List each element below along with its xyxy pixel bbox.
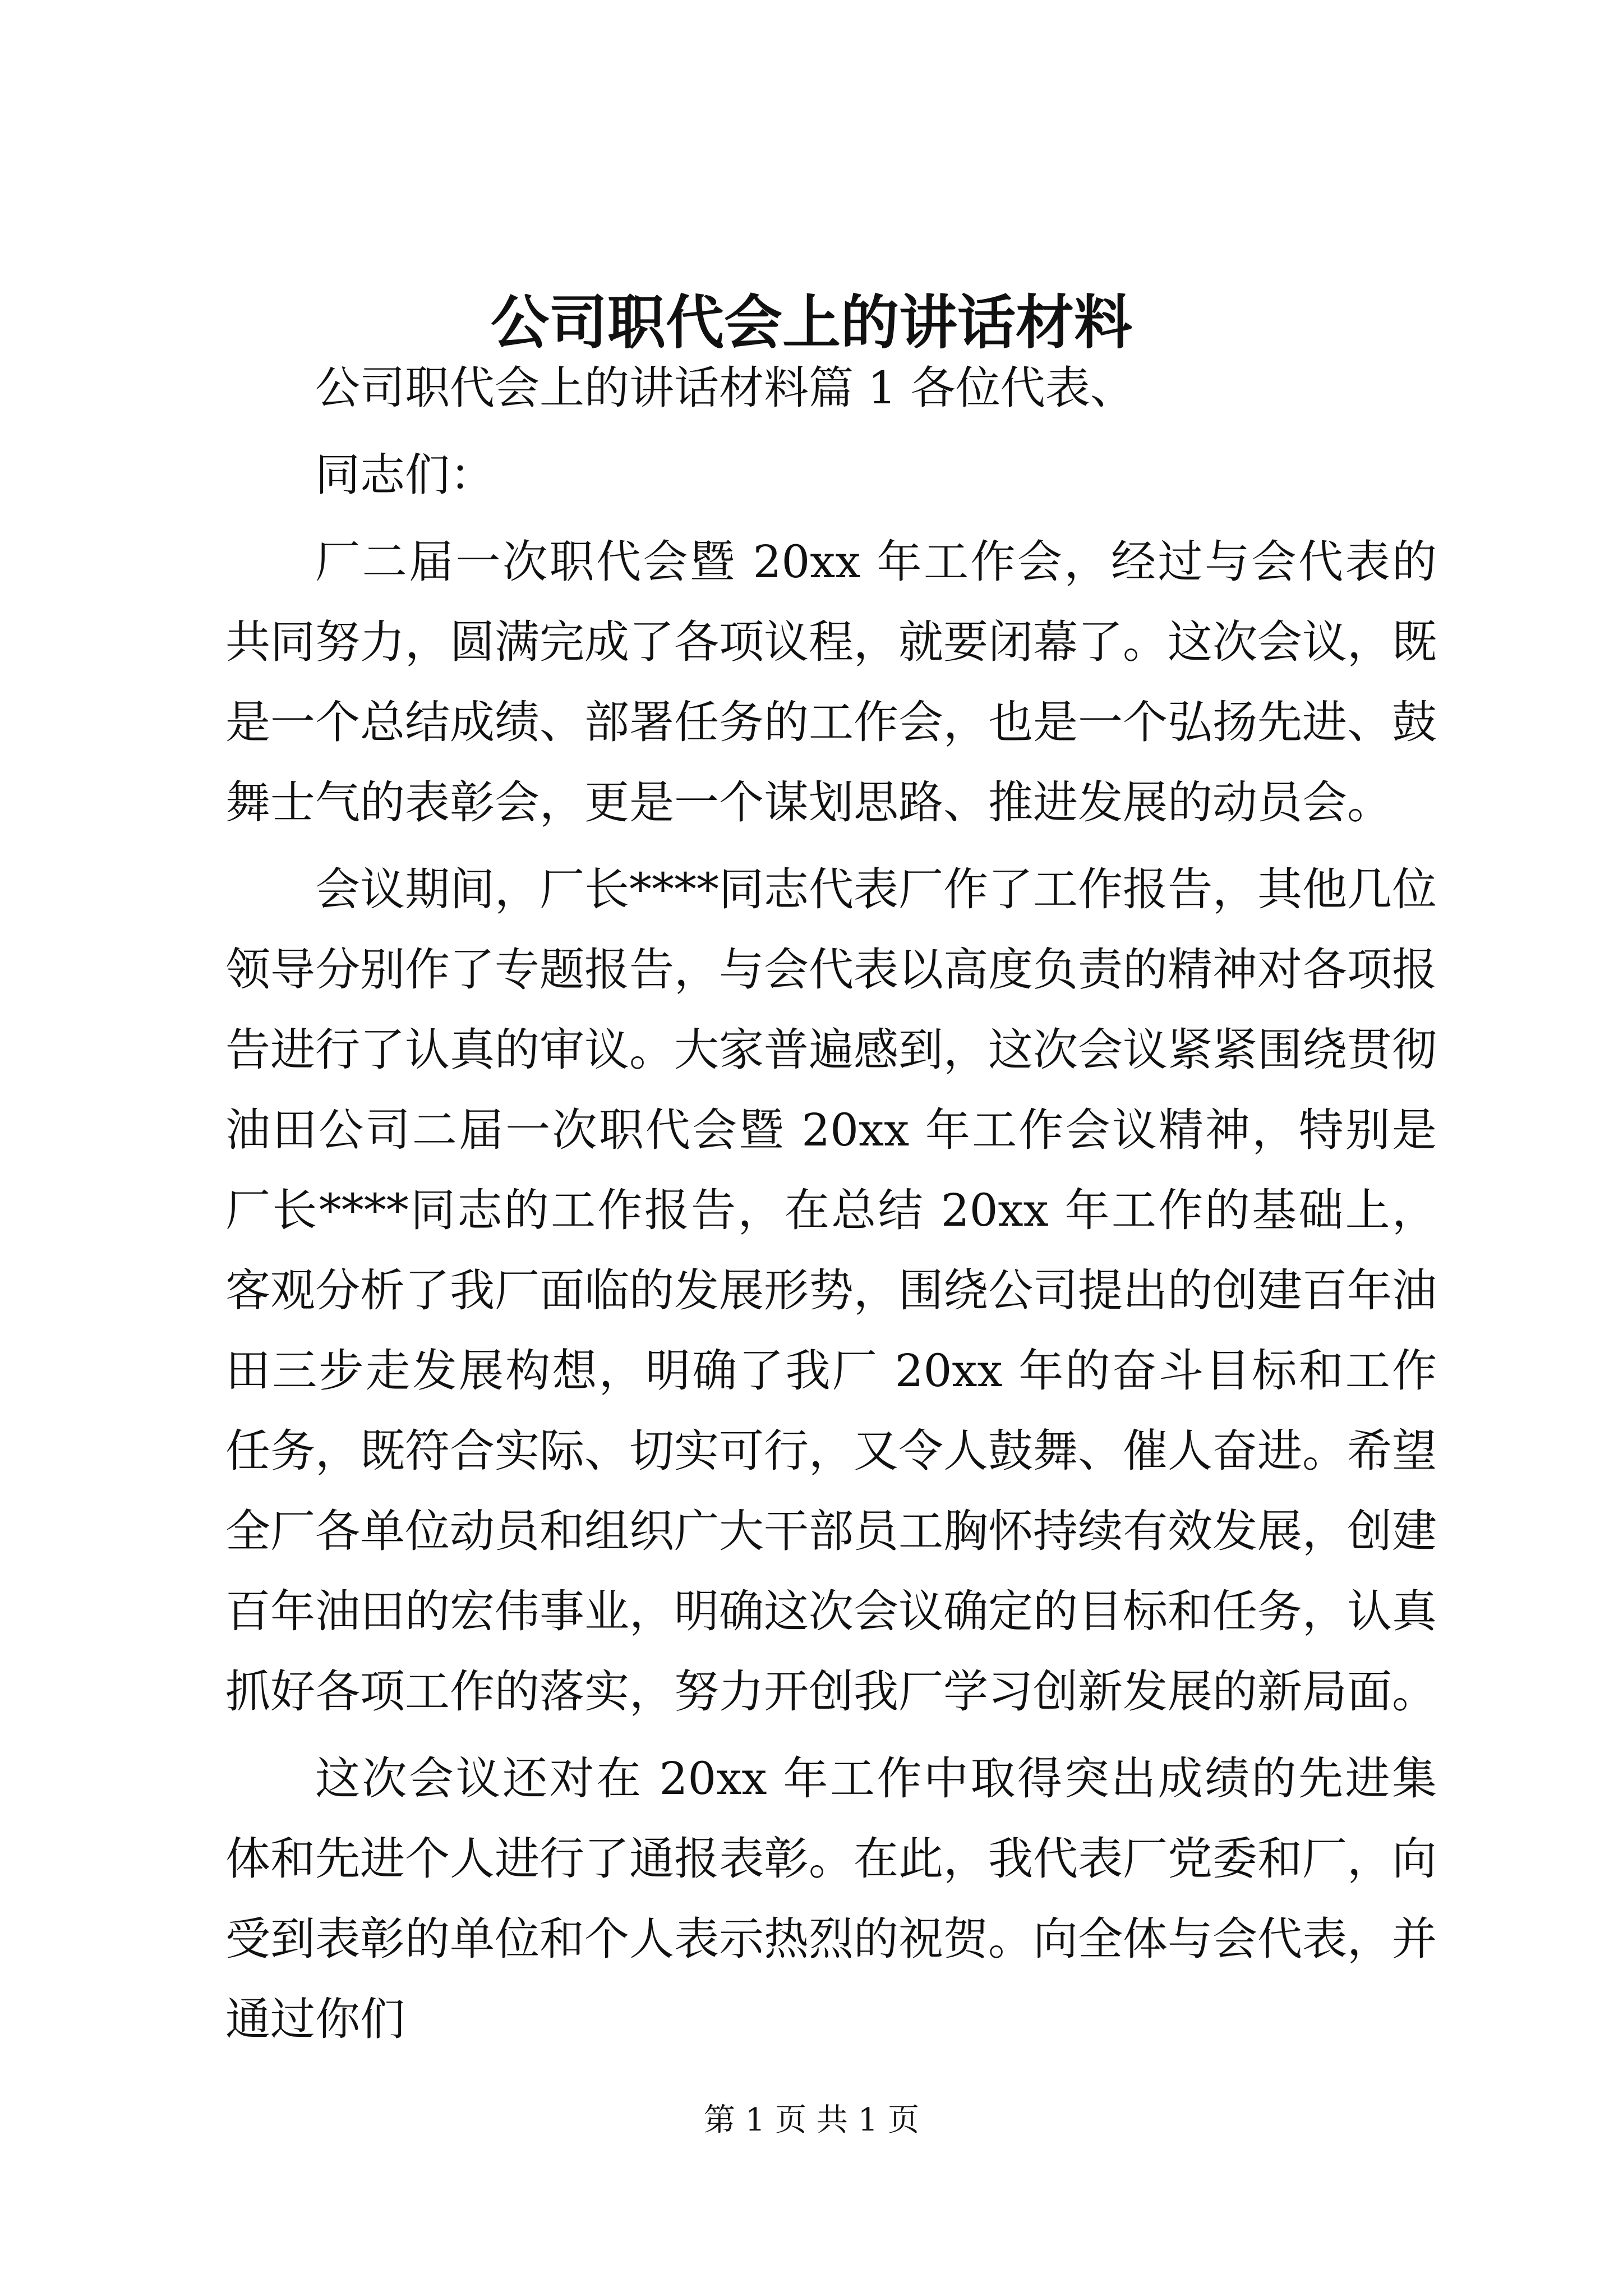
page-footer: 第 1 页 共 1 页	[703, 2102, 920, 2138]
paragraph: 这次会议还对在 20xx 年工作中取得突出成绩的先进集体和先进个人进行了通报表彰。在此，我代表厂党委和厂，向受到表彰的单位和个人表示热烈的祝贺。向全体与会代表，并通过你们	[225, 1752, 1437, 2045]
paragraph-salutation: 同志们：	[315, 449, 495, 501]
paragraph: 厂二届一次职代会暨 20xx 年工作会，经过与会代表的共同努力，圆满完成了各项议程，就要闭幕了。这次会议，既是一个总结成绩、部署任务的工作会，也是一个弘扬先进、鼓舞士气的表彰会，更是一个谋划思路、推进发展的动员会。	[225, 536, 1437, 829]
paragraph: 会议期间，厂长****同志代表厂作了工作报告，其他几位领导分别作了专题报告，与会代表以高度负责的精神对各项报告进行了认真的审议。大家普遍感到，这次会议紧紧围绕贯彻油田公司二届一次职代会暨 20xx 年工作会议精神，特别是厂长****同志的工作报告，在总结 20xx 年工作的基础上，客观分析了我厂面临的发展形势，围绕公司提出的创建百年油田三步走发展构想，明确了我厂 20xx 年的奋斗目标和工作任务，既符合实际、切实可行，又令人鼓舞、催人奋进。希望全厂各单位动员和组织广大干部员工胸怀持续有效发展，创建百年油田的宏伟事业，明确这次会议确定的目标和任务，认真抓好各项工作的落实，努力开创我厂学习创新发展的新局面。	[225, 863, 1437, 1718]
document-body	[225, 348, 1437, 2066]
document-title: 公司职代会上的讲话材料	[490, 288, 1132, 357]
paragraph-heading: 公司职代会上的讲话材料篇 1 各位代表、	[315, 362, 1135, 414]
